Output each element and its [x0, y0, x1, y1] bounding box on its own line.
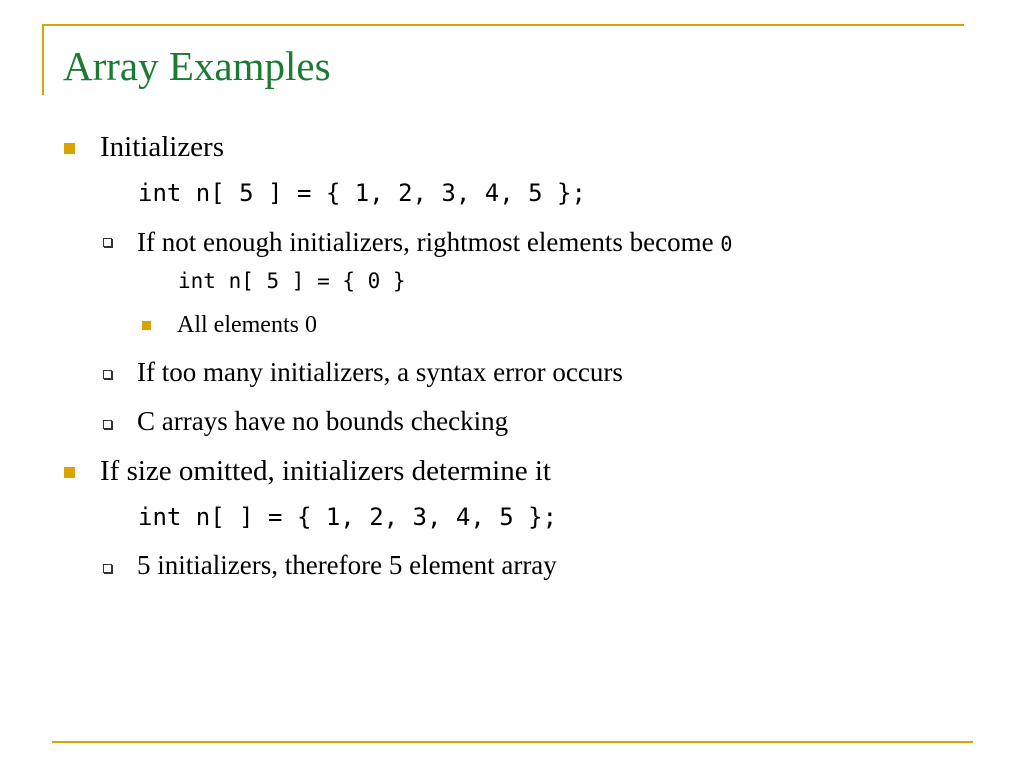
- bullet-size-omitted: If size omitted, initializers determine it: [100, 455, 551, 487]
- hollow-square-bullet-icon: [103, 370, 112, 379]
- code-full-initializer: int n[ 5 ] = { 1, 2, 3, 4, 5 };: [138, 179, 586, 207]
- bullet-all-elements-zero: All elements 0: [177, 312, 317, 338]
- slide-title: Array Examples: [63, 43, 331, 89]
- filled-square-bullet-icon: [64, 467, 75, 478]
- hollow-square-bullet-icon: [103, 564, 112, 573]
- bullet-five-initializers: 5 initializers, therefore 5 element array: [137, 550, 557, 580]
- bottom-divider: [52, 741, 973, 743]
- bullet-no-bounds-checking: C arrays have no bounds checking: [137, 406, 509, 436]
- bullet-initializers: Initializers: [100, 131, 225, 163]
- top-divider: [42, 24, 964, 26]
- small-filled-square-bullet-icon: [142, 321, 151, 330]
- code-size-omitted: int n[ ] = { 1, 2, 3, 4, 5 };: [138, 503, 558, 531]
- left-divider: [42, 24, 44, 95]
- hollow-square-bullet-icon: [103, 420, 112, 429]
- filled-square-bullet-icon: [64, 143, 75, 154]
- bullet-not-enough-text: If not enough initializers, rightmost elements become: [137, 227, 721, 257]
- inline-code-zero: 0: [720, 232, 733, 256]
- code-zero-initializer: int n[ 5 ] = { 0 }: [178, 269, 406, 293]
- bullet-not-enough-initializers: [137, 226, 732, 260]
- hollow-square-bullet-icon: [103, 238, 112, 247]
- bullet-too-many-initializers: If too many initializers, a syntax error occurs: [137, 357, 623, 387]
